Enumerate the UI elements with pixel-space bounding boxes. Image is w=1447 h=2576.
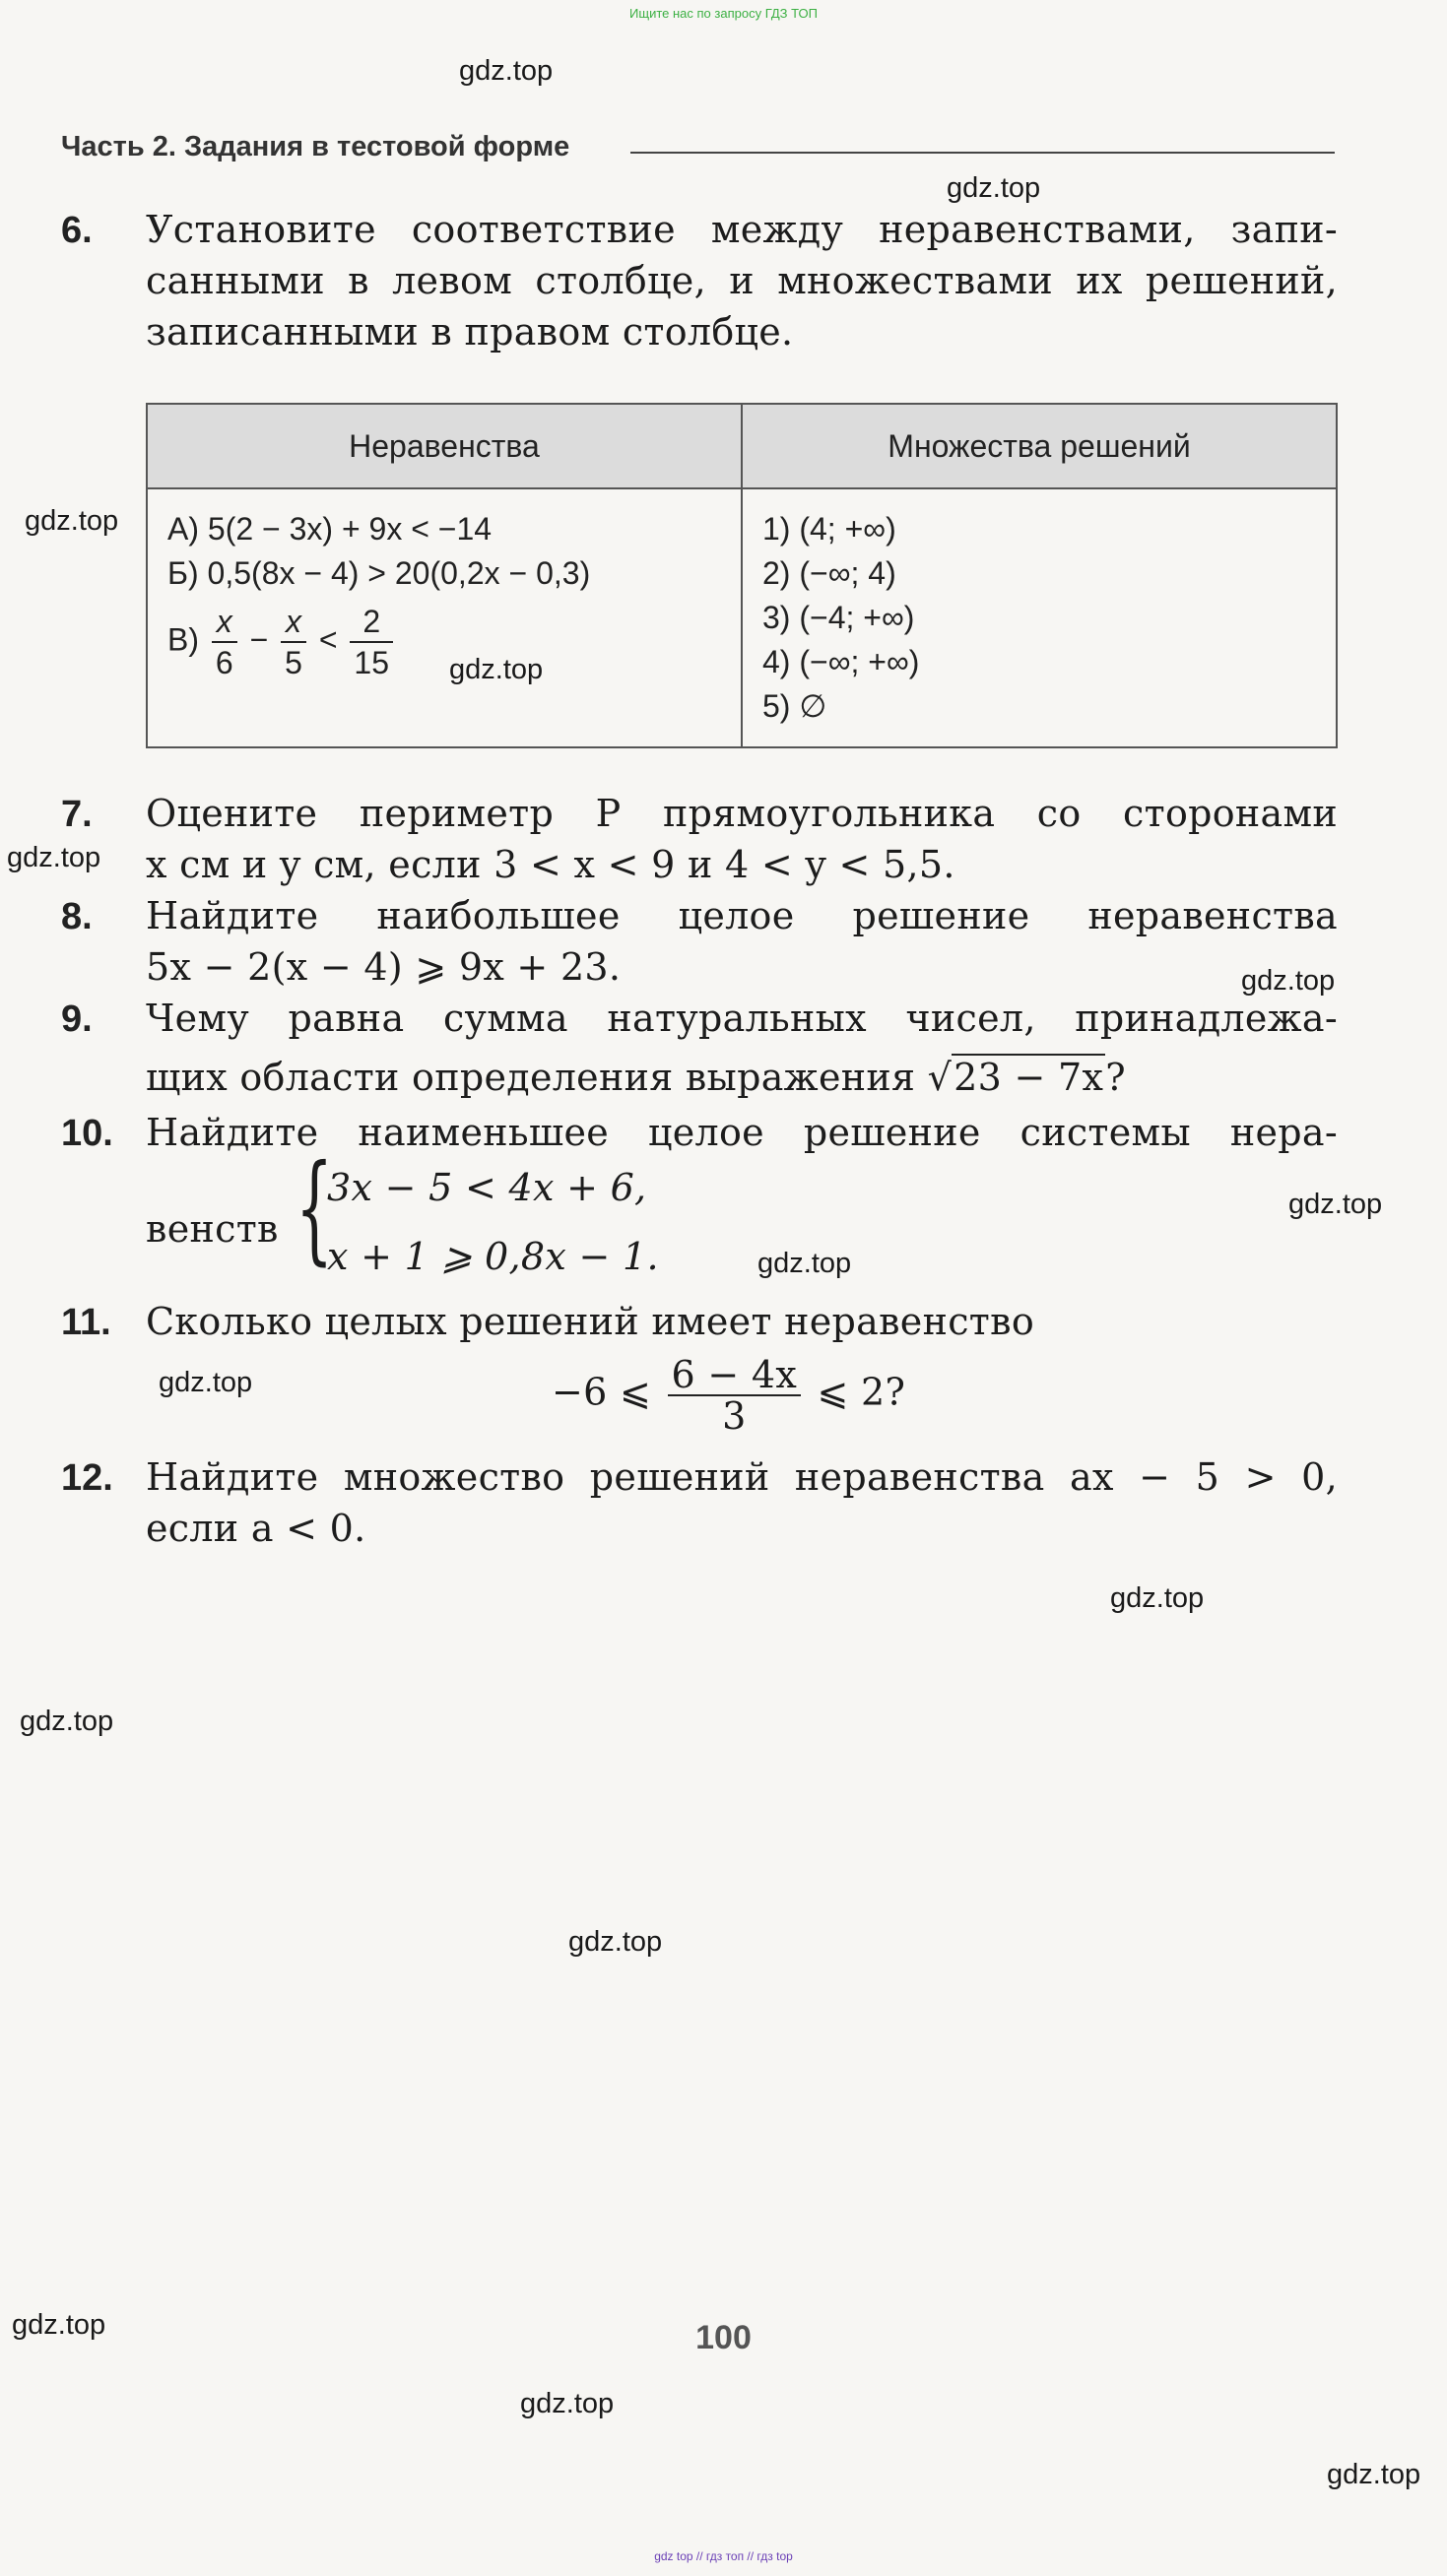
watermark: gdz.top — [159, 1367, 253, 1398]
inequality-left: −6 ⩽ — [552, 1370, 652, 1414]
watermark: gdz.top — [568, 1926, 663, 1958]
watermark: gdz.top — [459, 55, 554, 87]
question-12-number: 12. — [61, 1457, 113, 1499]
question-10-word: венств — [146, 1207, 279, 1251]
watermark: gdz.top — [520, 2388, 615, 2419]
inequalities-cell — [147, 488, 742, 747]
solution-set-2: 2) (−∞; 4) — [762, 555, 896, 591]
part-header: Часть 2. Задания в тестовой форме — [61, 131, 570, 162]
question-11-line-1: Сколько целых решений имеет неравенство — [146, 1300, 1034, 1343]
solution-set-4: 4) (−∞; +∞) — [762, 644, 920, 679]
less-than-sign: < — [318, 621, 338, 658]
watermark: gdz.top — [1327, 2459, 1421, 2490]
table-header-inequalities: Неравенства — [147, 404, 742, 488]
question-11-inequality — [552, 1355, 905, 1436]
page-number: 100 — [695, 2319, 752, 2356]
sqrt-radicand: 23 − 7x — [954, 1056, 1104, 1099]
question-7-number: 7. — [61, 794, 93, 835]
watermark: gdz.top — [757, 1248, 852, 1279]
watermark: gdz.top — [1110, 1582, 1205, 1614]
system-equation-2: x + 1 ⩾ 0,8x − 1. — [327, 1235, 659, 1278]
question-7-line: Оцените периметр P прямоугольника со сторонами — [146, 792, 1338, 835]
question-6-number: 6. — [61, 210, 93, 251]
top-search-link[interactable]: Ищите нас по запросу ГДЗ ТОП — [629, 6, 818, 21]
matching-table — [146, 403, 1338, 748]
watermark: gdz.top — [12, 2309, 106, 2341]
question-12-line: если a < 0. — [146, 1507, 366, 1550]
solution-set-1: 1) (4; +∞) — [762, 511, 896, 547]
question-7-line: x см и y см, если 3 < x < 9 и 4 < y < 5,5. — [146, 843, 955, 886]
fraction-x-over-5: $\frac{x}{5}$ — [281, 602, 306, 682]
watermark: gdz.top — [25, 505, 119, 537]
table-header-solution-sets: Множества решений — [742, 404, 1337, 488]
question-12-line: Найдите множество решений неравенства ax − 5 > 0, — [146, 1455, 1338, 1499]
question-10-number: 10. — [61, 1113, 113, 1154]
solution-set-5: 5) ∅ — [762, 688, 827, 724]
question-6-line: записанными в правом столбце. — [146, 310, 794, 354]
question-8-line: 5x − 2(x − 4) ⩾ 9x + 23. — [146, 945, 622, 989]
question-11-number: 11. — [61, 1302, 111, 1343]
fraction-x-over-6: $\frac{x}{6}$ — [212, 602, 237, 682]
inequality-c-label: В) — [167, 621, 199, 658]
watermark: gdz.top — [7, 842, 101, 873]
inequality-c — [167, 602, 721, 682]
question-8-number: 8. — [61, 896, 93, 937]
question-8-text — [146, 890, 1338, 993]
question-9-line-2 — [146, 1052, 1338, 1103]
minus-sign: − — [249, 621, 269, 658]
watermark: gdz.top — [947, 172, 1041, 204]
question-7-text — [146, 788, 1338, 890]
question-6-text — [146, 204, 1338, 357]
question-9-line: Чему равна сумма натуральных чисел, принадлежа- — [146, 997, 1338, 1040]
question-6-line: Установите соответствие между неравенствами, запи- — [146, 208, 1338, 251]
bottom-links[interactable]: gdz top // гдз топ // гдз top — [654, 2549, 793, 2563]
fraction-2-over-15: $\frac{2}{15}$ — [350, 602, 393, 682]
question-9-number: 9. — [61, 998, 93, 1040]
header-rule — [630, 152, 1335, 154]
fraction-6-minus-4x-over-3: $\frac{6 - 4x}{3}$ — [668, 1355, 802, 1436]
watermark: gdz.top — [1288, 1189, 1383, 1220]
solution-sets-cell — [742, 488, 1337, 747]
inequality-a: А) 5(2 − 3x) + 9x < −14 — [167, 511, 493, 547]
solution-set-3: 3) (−4; +∞) — [762, 600, 915, 635]
question-8-line: Найдите наибольшее целое решение неравенства — [146, 894, 1338, 937]
inequality-b: Б) 0,5(8x − 4) > 20(0,2x − 0,3) — [167, 555, 591, 591]
watermark: gdz.top — [1241, 965, 1336, 997]
question-9-line: щих области определения выражения — [146, 1056, 916, 1099]
watermark: gdz.top — [20, 1706, 114, 1737]
question-9-text — [146, 993, 1338, 1103]
watermark: gdz.top — [449, 654, 544, 685]
question-mark: ? — [1105, 1056, 1126, 1099]
question-6-line: санными в левом столбце, и множествами их решений, — [146, 259, 1338, 302]
system-brace: { — [296, 1140, 334, 1277]
inequality-right: ⩽ 2? — [817, 1370, 906, 1414]
system-equation-1: 3x − 5 < 4x + 6, — [327, 1166, 647, 1209]
question-12-text — [146, 1451, 1338, 1554]
square-root: √23 − 7x — [927, 1056, 1104, 1099]
question-10-line-1: Найдите наименьшее целое решение системы нера- — [146, 1111, 1338, 1154]
